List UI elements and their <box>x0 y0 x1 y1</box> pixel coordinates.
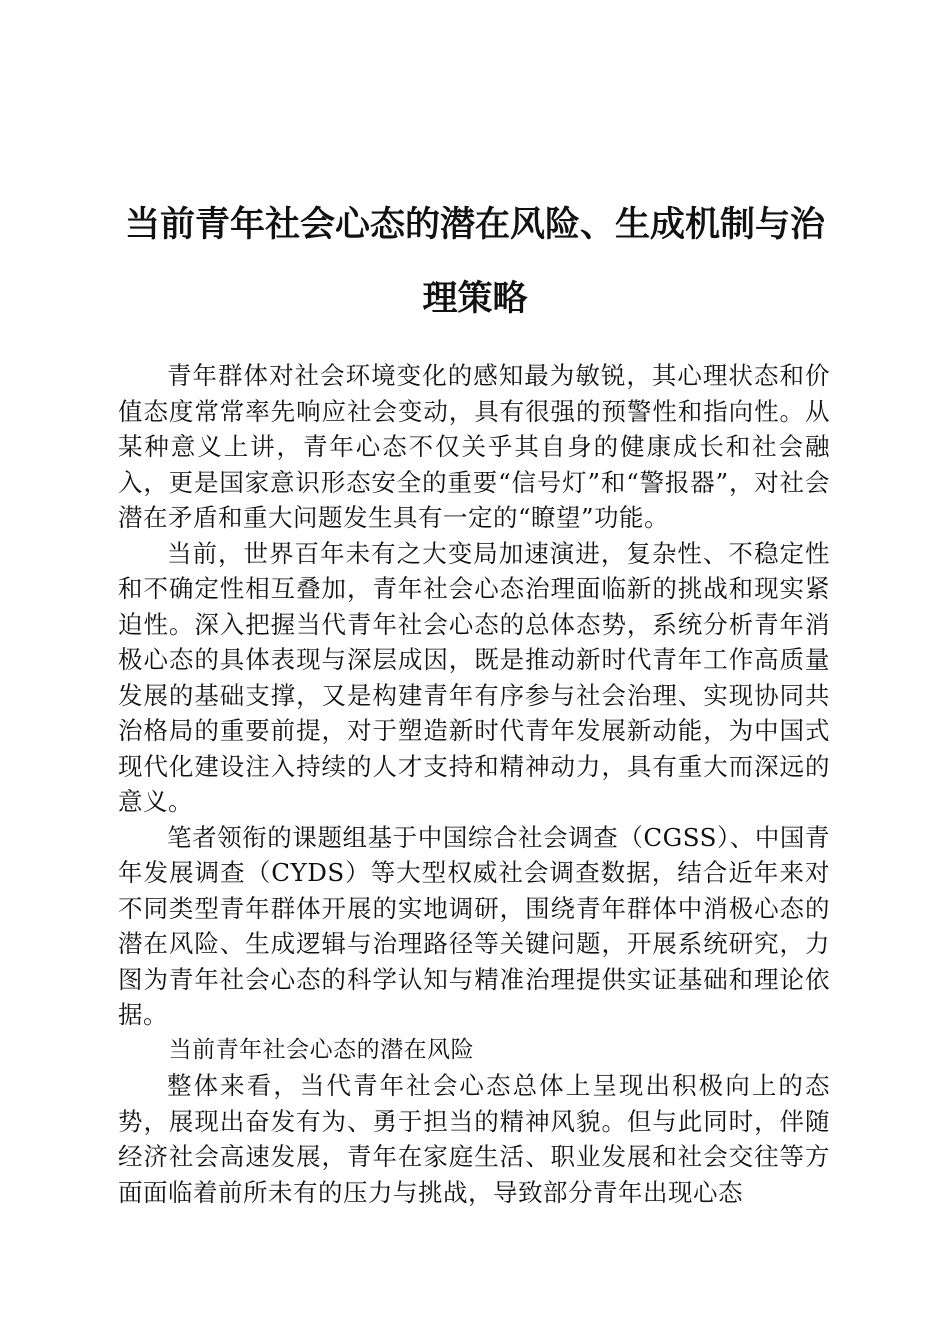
section-heading: 当前青年社会心态的潜在风险 <box>168 1036 475 1063</box>
document-title <box>112 188 838 336</box>
title-line-1: 当前青年社会心态的潜在风险、生成机制与治 <box>124 204 825 245</box>
paragraph-1: 青年群体对社会环境变化的感知最为敏锐，其心理状态和价值态度常常率先响应社会变动，具有很强的预警性和指向性。从某种意义上讲，青年心态不仅关乎其自身的健康成长和社会融入，更是国家意识形态安全的重要“信号灯”和“警报器”，对社会潜在矛盾和重大问题发生具有一定的“瞭望”功能。 <box>118 361 830 532</box>
title-line-2: 理策略 <box>422 278 528 319</box>
document-body <box>118 358 830 1210</box>
section-paragraph: 整体来看，当代青年社会心态总体上呈现出积极向上的态势，展现出奋发有为、勇于担当的精神风貌。但与此同时，伴随经济社会高速发展，青年在家庭生活、职业发展和社会交往等方面面临着前所未有的压力与挑战，导致部分青年出现心态 <box>118 1071 830 1207</box>
paragraph-2: 当前，世界百年未有之大变局加速演进，复杂性、不稳定性和不确定性相互叠加，青年社会心态治理面临新的挑战和现实紧迫性。深入把握当代青年社会心态的总体态势，系统分析青年消极心态的具体表现与深层成因，既是推动新时代青年工作高质量发展的基础支撑，又是构建青年有序参与社会治理、实现协同共治格局的重要前提，对于塑造新时代青年发展新动能，为中国式现代化建设注入持续的人才支持和精神动力，具有重大而深远的意义。 <box>118 538 830 816</box>
paragraph-3: 笔者领衔的课题组基于中国综合社会调查（CGSS）、中国青年发展调查（CYDS）等大型权威社会调查数据，结合近年来对不同类型青年群体开展的实地调研，围绕青年群体中消极心态的潜在风险、生成逻辑与治理路径等关键问题，开展系统研究，力图为青年社会心态的科学认知与精准治理提供实证基础和理论依据。 <box>118 822 830 1029</box>
